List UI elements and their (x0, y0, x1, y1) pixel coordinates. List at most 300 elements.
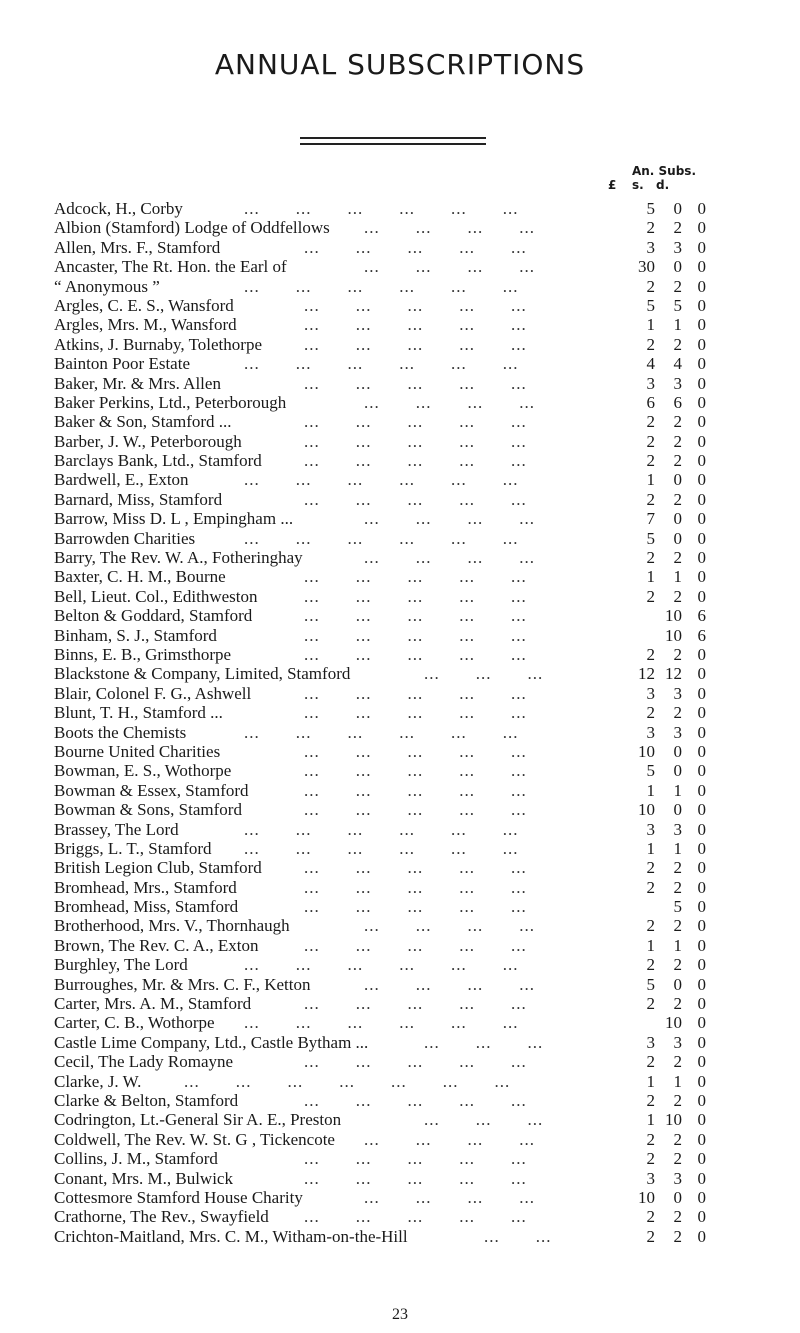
pence-value: 0 (697, 373, 706, 393)
list-item (54, 858, 774, 877)
shillings-value: 3 (673, 1032, 682, 1052)
amount-column-header (598, 164, 718, 194)
pence-value: 0 (697, 1032, 706, 1052)
leader-dots: ... ... ... ... ... (304, 489, 527, 509)
pence-value: 0 (697, 1110, 706, 1130)
shillings-value: 2 (673, 451, 682, 471)
pence-value: 0 (697, 1129, 706, 1149)
leader-dots: ... ... ... ... ... ... (244, 528, 519, 548)
pounds-value: 3 (646, 1032, 655, 1052)
leader-dots: ... ... ... ... ... (304, 606, 527, 626)
shillings-value: 2 (673, 877, 682, 897)
pence-value: 0 (697, 315, 706, 335)
list-item (54, 335, 774, 354)
leader-dots: ... ... ... ... ... (304, 858, 527, 878)
list-item (54, 936, 774, 955)
list-item (54, 626, 774, 645)
leader-dots: ... ... ... ... (364, 257, 535, 277)
pence-value: 0 (697, 412, 706, 432)
list-item (54, 1188, 774, 1207)
leader-dots: ... ... ... ... ... (304, 334, 527, 354)
leader-dots: ... ... ... ... ... (304, 1168, 527, 1188)
pounds-value: 2 (646, 1129, 655, 1149)
pence-value: 0 (697, 1052, 706, 1072)
leader-dots: ... ... ... ... ... (304, 1207, 527, 1227)
subscriber-name: Crichton-Maitland, Mrs. C. M., Witham-on-the-Hill (54, 1226, 408, 1246)
shillings-value: 10 (665, 625, 682, 645)
pounds-value: 2 (646, 548, 655, 568)
list-item (54, 354, 774, 373)
shillings-value: 2 (673, 548, 682, 568)
list-item (54, 490, 774, 509)
pounds-value: 3 (646, 722, 655, 742)
shillings-value: 2 (673, 334, 682, 354)
pence-value: 0 (697, 489, 706, 509)
list-item (54, 800, 774, 819)
pence-value: 0 (697, 877, 706, 897)
leader-dots: ... ... ... ... ... ... (244, 199, 519, 218)
list-item (54, 742, 774, 761)
pence-value: 0 (697, 935, 706, 955)
pence-value: 0 (697, 295, 706, 315)
pence-header: d. (656, 178, 670, 192)
subscriber-name: Brown, The Rev. C. A., Exton (54, 935, 259, 955)
pence-value: 0 (697, 800, 706, 820)
list-item (54, 955, 774, 974)
list-item (54, 684, 774, 703)
leader-dots: ... ... ... ... (364, 974, 535, 994)
column-caption: An. Subs. (631, 164, 697, 178)
leader-dots: ... ... ... ... (364, 1129, 535, 1149)
leader-dots: ... ... ... ... ... (304, 780, 527, 800)
pounds-value: 2 (646, 1226, 655, 1246)
subscriber-name: Barber, J. W., Peterborough (54, 431, 242, 451)
leader-dots: ... ... ... ... (364, 1187, 535, 1207)
subscriber-name: Blackstone & Company, Limited, Stamford (54, 664, 351, 684)
shillings-value: 2 (673, 1149, 682, 1169)
shillings-value: 2 (673, 916, 682, 936)
subscriber-name: Blunt, T. H., Stamford ... (54, 703, 223, 723)
list-item (54, 470, 774, 489)
leader-dots: ... ... ... ... (364, 218, 535, 238)
shillings-value: 4 (673, 354, 682, 374)
pounds-value: 2 (646, 334, 655, 354)
pence-value: 0 (697, 994, 706, 1014)
leader-dots: ... ... ... ... ... ... ... (184, 1071, 511, 1091)
list-item (54, 878, 774, 897)
pence-value: 0 (697, 1226, 706, 1246)
pounds-value: 2 (646, 586, 655, 606)
leader-dots: ... ... ... ... ... ... (244, 722, 519, 742)
subscriber-name: Briggs, L. T., Stamford (54, 838, 212, 858)
shillings-value: 1 (673, 838, 682, 858)
subscriber-name: Binham, S. J., Stamford (54, 625, 217, 645)
shillings-value: 2 (673, 644, 682, 664)
pence-value: 0 (697, 1149, 706, 1169)
pounds-value: 5 (646, 199, 655, 218)
subscriber-name: Baker & Son, Stamford ... (54, 412, 232, 432)
list-item (54, 1207, 774, 1226)
leader-dots: ... ... ... ... ... (304, 1090, 527, 1110)
subscriber-name: Bell, Lieut. Col., Edithweston (54, 586, 258, 606)
pence-value: 0 (697, 1013, 706, 1033)
pounds-value: 2 (646, 451, 655, 471)
subscriber-name: Binns, E. B., Grimsthorpe (54, 644, 232, 664)
pounds-value: 3 (646, 237, 655, 257)
list-item (54, 723, 774, 742)
pounds-value: 1 (646, 838, 655, 858)
pence-value: 0 (697, 683, 706, 703)
subscriber-name: Ancaster, The Rt. Hon. the Earl of (54, 257, 287, 277)
shillings-value: 2 (673, 489, 682, 509)
shillings-value: 2 (673, 586, 682, 606)
list-item (54, 645, 774, 664)
subscriber-name: Bowman, E. S., Wothorpe (54, 761, 232, 781)
shillings-value: 5 (673, 295, 682, 315)
subscriber-name: Clarke & Belton, Stamford (54, 1090, 239, 1110)
shillings-value: 0 (673, 528, 682, 548)
pounds-header: £ (608, 178, 617, 192)
leader-dots: ... ... ... ... ... ... (244, 1013, 519, 1033)
leader-dots: ... ... ... ... (364, 392, 535, 412)
pence-value: 0 (697, 780, 706, 800)
pounds-value: 4 (646, 354, 655, 374)
leader-dots: ... ... ... ... ... ... (244, 955, 519, 975)
leader-dots: ... ... ... ... ... (304, 625, 527, 645)
shillings-value: 1 (673, 567, 682, 587)
pounds-value: 1 (646, 470, 655, 490)
shillings-value: 2 (673, 1226, 682, 1246)
subscriber-name: Brotherhood, Mrs. V., Thornhaugh (54, 916, 290, 936)
pence-value: 0 (697, 431, 706, 451)
list-item (54, 781, 774, 800)
shillings-value: 2 (673, 218, 682, 238)
list-item (54, 664, 774, 683)
subscriber-name: Burghley, The Lord (54, 955, 188, 975)
leader-dots: ... ... ... ... ... (304, 897, 527, 917)
subscriber-name: Bainton Poor Estate (54, 354, 190, 374)
list-item (54, 393, 774, 412)
subscriber-name: Belton & Goddard, Stamford (54, 606, 253, 626)
leader-dots: ... ... ... ... ... (304, 683, 527, 703)
shillings-value: 0 (673, 1187, 682, 1207)
shillings-value: 3 (673, 722, 682, 742)
shillings-value: 0 (673, 509, 682, 529)
list-item (54, 1072, 774, 1091)
list-item (54, 1013, 774, 1032)
list-item (54, 296, 774, 315)
list-item (54, 703, 774, 722)
leader-dots: ... ... ... ... ... (304, 741, 527, 761)
subscriber-name: Blair, Colonel F. G., Ashwell (54, 683, 252, 703)
subscriber-name: Allen, Mrs. F., Stamford (54, 237, 221, 257)
list-item (54, 277, 774, 296)
pence-value: 0 (697, 567, 706, 587)
shillings-value: 6 (673, 392, 682, 412)
pounds-value: 6 (646, 392, 655, 412)
subscriber-name: Crathorne, The Rev., Swayfield (54, 1207, 269, 1227)
shillings-value: 2 (673, 431, 682, 451)
leader-dots: ... ... ... ... ... (304, 703, 527, 723)
pence-value: 0 (697, 974, 706, 994)
subscription-list (54, 199, 774, 1246)
list-item (54, 916, 774, 935)
pounds-value: 12 (638, 664, 655, 684)
shillings-value: 2 (673, 1052, 682, 1072)
pence-value: 0 (697, 644, 706, 664)
leader-dots: ... ... ... ... ... (304, 451, 527, 471)
pounds-value: 2 (646, 703, 655, 723)
list-item (54, 1110, 774, 1129)
leader-dots: ... ... ... ... ... (304, 295, 527, 315)
pence-value: 0 (697, 218, 706, 238)
subscriber-name: Bromhead, Miss, Stamford (54, 897, 239, 917)
pounds-value: 2 (646, 431, 655, 451)
shillings-value: 3 (673, 373, 682, 393)
pounds-value: 5 (646, 295, 655, 315)
pence-value: 0 (697, 451, 706, 471)
pence-value: 0 (697, 199, 706, 218)
shillings-value: 3 (673, 683, 682, 703)
list-item (54, 432, 774, 451)
pounds-value: 1 (646, 935, 655, 955)
pounds-value: 7 (646, 509, 655, 529)
subscriber-name: Argles, C. E. S., Wansford (54, 295, 234, 315)
leader-dots: ... ... ... ... ... (304, 567, 527, 587)
leader-dots: ... ... ... ... ... (304, 644, 527, 664)
pence-value: 0 (697, 722, 706, 742)
pounds-value: 5 (646, 528, 655, 548)
pence-value: 0 (697, 838, 706, 858)
title-rule-top (300, 137, 486, 139)
leader-dots: ... ... ... ... (364, 916, 535, 936)
subscriber-name: Barrowden Charities (54, 528, 196, 548)
shillings-value: 3 (673, 819, 682, 839)
pounds-value: 2 (646, 994, 655, 1014)
subscriber-name: Baxter, C. H. M., Bourne (54, 567, 226, 587)
subscriber-name: Barclays Bank, Ltd., Stamford (54, 451, 262, 471)
pounds-value: 5 (646, 761, 655, 781)
pounds-value: 2 (646, 412, 655, 432)
pounds-value: 2 (646, 955, 655, 975)
pounds-value: 2 (646, 916, 655, 936)
page-number: 23 (392, 1306, 408, 1323)
pounds-value: 3 (646, 1168, 655, 1188)
pounds-value: 2 (646, 489, 655, 509)
pence-value: 0 (697, 528, 706, 548)
shillings-value: 0 (673, 257, 682, 277)
shillings-value: 2 (673, 955, 682, 975)
pounds-value: 3 (646, 819, 655, 839)
pounds-value: 10 (638, 800, 655, 820)
subscriber-name: Boots the Chemists (54, 722, 187, 742)
shillings-value: 2 (673, 858, 682, 878)
list-item (54, 412, 774, 431)
subscriber-name: Castle Lime Company, Ltd., Castle Bytham ... (54, 1032, 369, 1052)
shillings-value: 10 (665, 1110, 682, 1130)
subscriber-name: Adcock, H., Corby (54, 199, 183, 218)
shillings-value: 10 (665, 1013, 682, 1033)
subscriber-name: Argles, Mrs. M., Wansford (54, 315, 237, 335)
pounds-value: 2 (646, 858, 655, 878)
pounds-value: 2 (646, 877, 655, 897)
pence-value: 0 (697, 897, 706, 917)
subscriber-name: Cottesmore Stamford House Charity (54, 1187, 303, 1207)
pence-value: 0 (697, 276, 706, 296)
shillings-value: 0 (673, 741, 682, 761)
shillings-value: 0 (673, 470, 682, 490)
list-item (54, 548, 774, 567)
pence-value: 0 (697, 1168, 706, 1188)
pence-value: 0 (697, 237, 706, 257)
shillings-value: 0 (673, 199, 682, 218)
list-item (54, 451, 774, 470)
subscriber-name: Codrington, Lt.-General Sir A. E., Preston (54, 1110, 342, 1130)
pounds-value: 2 (646, 276, 655, 296)
pounds-value: 1 (646, 780, 655, 800)
subscriber-name: Brassey, The Lord (54, 819, 179, 839)
pence-value: 0 (697, 354, 706, 374)
list-item (54, 509, 774, 528)
list-item (54, 1033, 774, 1052)
leader-dots: ... ... ... ... ... (304, 1149, 527, 1169)
leader-dots: ... ... ... ... (364, 548, 535, 568)
shillings-value: 0 (673, 761, 682, 781)
list-item (54, 257, 774, 276)
pence-value: 0 (697, 761, 706, 781)
pounds-value: 3 (646, 373, 655, 393)
subscriber-name: British Legion Club, Stamford (54, 858, 262, 878)
shillings-header: s. (632, 178, 644, 192)
pence-value: 6 (697, 606, 706, 626)
list-item (54, 238, 774, 257)
pounds-value: 10 (638, 1187, 655, 1207)
leader-dots: ... ... ... ... ... (304, 877, 527, 897)
shillings-value: 3 (673, 237, 682, 257)
shillings-value: 2 (673, 1090, 682, 1110)
leader-dots: ... ... ... ... ... (304, 315, 527, 335)
shillings-value: 12 (665, 664, 682, 684)
leader-dots: ... ... ... ... ... (304, 373, 527, 393)
pounds-value: 5 (646, 974, 655, 994)
leader-dots: ... ... ... ... ... (304, 800, 527, 820)
pence-value: 0 (697, 664, 706, 684)
pence-value: 0 (697, 858, 706, 878)
list-item (54, 567, 774, 586)
leader-dots: ... ... ... ... ... (304, 761, 527, 781)
shillings-value: 2 (673, 276, 682, 296)
subscriber-name: Clarke, J. W. (54, 1071, 142, 1091)
subscriber-name: Baker, Mr. & Mrs. Allen (54, 373, 221, 393)
shillings-value: 2 (673, 1129, 682, 1149)
leader-dots: ... ... ... (424, 1032, 544, 1052)
pence-value: 0 (697, 334, 706, 354)
shillings-value: 1 (673, 935, 682, 955)
shillings-value: 2 (673, 703, 682, 723)
pounds-value: 2 (646, 1090, 655, 1110)
pounds-value: 2 (646, 1052, 655, 1072)
pence-value: 0 (697, 916, 706, 936)
subscriber-name: Cecil, The Lady Romayne (54, 1052, 234, 1072)
leader-dots: ... ... ... ... ... (304, 431, 527, 451)
subscriber-name: Bardwell, E., Exton (54, 470, 189, 490)
leader-dots: ... ... ... ... ... (304, 994, 527, 1014)
shillings-value: 2 (673, 1207, 682, 1227)
pounds-value: 1 (646, 1071, 655, 1091)
shillings-value: 0 (673, 800, 682, 820)
pence-value: 0 (697, 1207, 706, 1227)
leader-dots: ... ... ... ... ... (304, 237, 527, 257)
shillings-value: 2 (673, 994, 682, 1014)
list-item (54, 1169, 774, 1188)
subscriber-name: Atkins, J. Burnaby, Tolethorpe (54, 334, 262, 354)
list-item (54, 897, 774, 916)
shillings-value: 0 (673, 974, 682, 994)
leader-dots: ... ... ... ... ... (304, 412, 527, 432)
pence-value: 0 (697, 1071, 706, 1091)
subscriber-name: Conant, Mrs. M., Bulwick (54, 1168, 233, 1188)
subscriber-name: Barrow, Miss D. L , Empingham ... (54, 509, 294, 529)
subscriber-name: Collins, J. M., Stamford (54, 1149, 218, 1169)
pounds-value: 3 (646, 683, 655, 703)
subscriber-name: Bromhead, Mrs., Stamford (54, 877, 237, 897)
leader-dots: ... ... ... ... ... ... (244, 276, 519, 296)
subscriber-name: Barnard, Miss, Stamford (54, 489, 223, 509)
shillings-value: 5 (673, 897, 682, 917)
list-item (54, 315, 774, 334)
pence-value: 0 (697, 548, 706, 568)
subscriber-name: Albion (Stamford) Lodge of Oddfellows (54, 218, 330, 238)
title-rule-bottom (300, 143, 486, 145)
leader-dots: ... ... ... ... ... (304, 935, 527, 955)
pounds-value: 2 (646, 1207, 655, 1227)
list-item (54, 1227, 774, 1246)
leader-dots: ... ... ... ... ... (304, 586, 527, 606)
subscriber-name: Baker Perkins, Ltd., Peterborough (54, 392, 287, 412)
shillings-value: 10 (665, 606, 682, 626)
list-item (54, 1130, 774, 1149)
leader-dots: ... ... ... ... ... ... (244, 819, 519, 839)
pence-value: 0 (697, 703, 706, 723)
list-item (54, 1052, 774, 1071)
subscriber-name: Bowman & Essex, Stamford (54, 780, 249, 800)
shillings-value: 1 (673, 780, 682, 800)
subscriber-name: Carter, C. B., Wothorpe (54, 1013, 215, 1033)
list-item (54, 1149, 774, 1168)
list-item (54, 839, 774, 858)
pounds-value: 10 (638, 741, 655, 761)
list-item (54, 820, 774, 839)
list-item (54, 994, 774, 1013)
subscriber-name: Coldwell, The Rev. W. St. G , Tickencote (54, 1129, 335, 1149)
subscriber-name: Barry, The Rev. W. A., Fotheringhay (54, 548, 303, 568)
pounds-value: 1 (646, 1110, 655, 1130)
leader-dots: ... ... (484, 1226, 552, 1246)
list-item (54, 374, 774, 393)
shillings-value: 1 (673, 1071, 682, 1091)
pence-value: 0 (697, 470, 706, 490)
pence-value: 0 (697, 741, 706, 761)
leader-dots: ... ... ... (424, 664, 544, 684)
list-item (54, 199, 774, 218)
list-item (54, 529, 774, 548)
pence-value: 0 (697, 1090, 706, 1110)
list-item (54, 606, 774, 625)
list-item (54, 218, 774, 237)
pence-value: 0 (697, 586, 706, 606)
leader-dots: ... ... ... (424, 1110, 544, 1130)
pounds-value: 30 (638, 257, 655, 277)
